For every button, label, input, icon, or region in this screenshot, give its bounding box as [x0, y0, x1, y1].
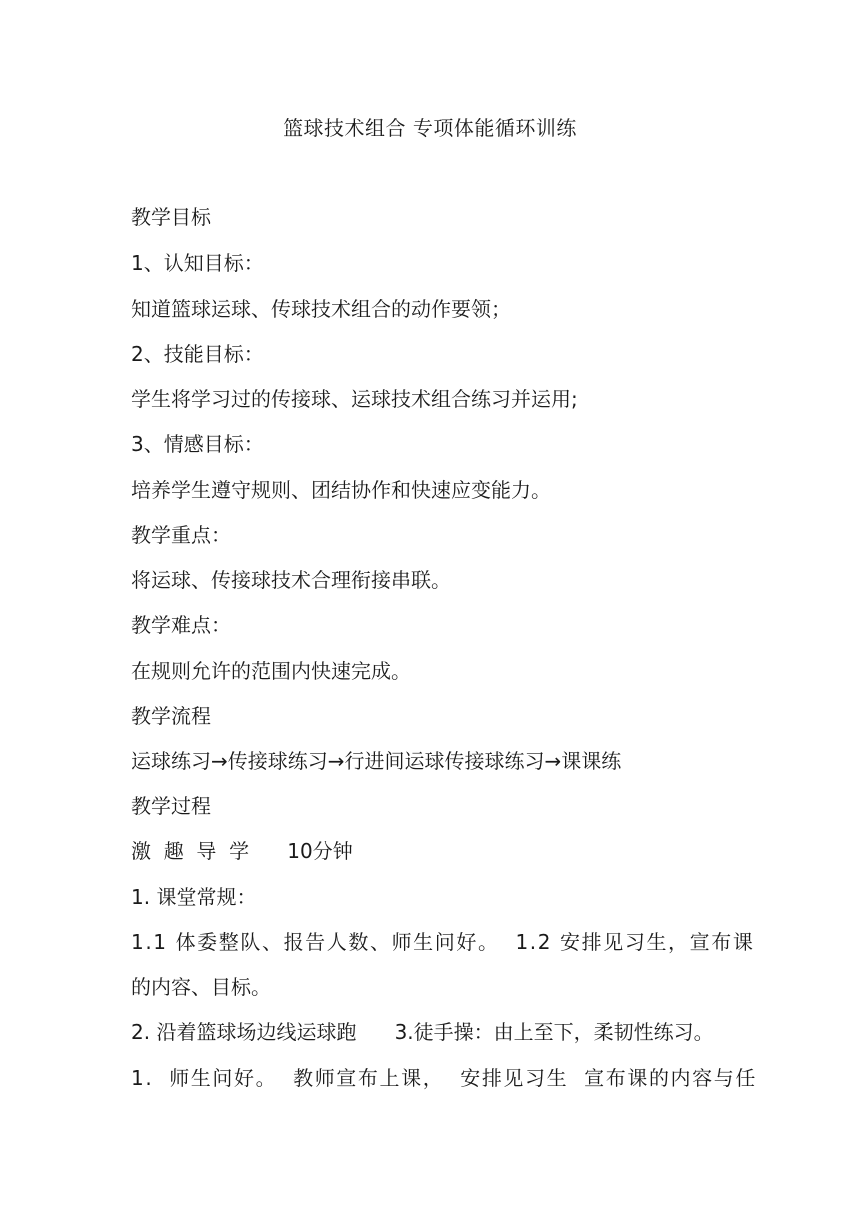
skill-goal-label: 2、技能目标：	[131, 342, 264, 366]
emotional-goal-label: 3、情感目标：	[131, 432, 264, 456]
class-routine-item-1: 1.1 体委整队、报告人数、师生问好。 1.2 安排见习生，宣布课	[131, 930, 755, 954]
class-routine-item-3: 1. 师生问好。 教师宣布上课， 安排见习生 宣布课的内容与任	[131, 1066, 757, 1090]
difficulties-text: 在规则允许的范围内快速完成。	[131, 659, 411, 683]
class-routine-item-1-cont: 的内容、目标。	[131, 975, 271, 999]
teaching-flow-text: 运球练习→传接球练习→行进间运球传接球练习→课课练	[131, 749, 622, 773]
warmup-section-heading: 激 趣 导 学 10分钟	[131, 839, 353, 863]
key-points-text: 将运球、传接球技术合理衔接串联。	[131, 568, 451, 592]
document-title: 篮球技术组合 专项体能循环训练	[283, 116, 577, 140]
cognitive-goal-label: 1、认知目标：	[131, 251, 264, 275]
cognitive-goal-text: 知道篮球运球、传球技术组合的动作要领；	[131, 297, 511, 321]
heading-teaching-flow: 教学流程	[131, 704, 211, 728]
heading-difficulties: 教学难点：	[131, 613, 231, 637]
class-routine-item-2: 2. 沿着篮球场边线运球跑 3.徒手操：由上至下，柔韧性练习。	[131, 1020, 714, 1044]
emotional-goal-text: 培养学生遵守规则、团结协作和快速应变能力。	[131, 478, 551, 502]
heading-teaching-goals: 教学目标	[131, 205, 211, 229]
heading-teaching-process: 教学过程	[131, 794, 211, 818]
heading-key-points: 教学重点：	[131, 523, 231, 547]
class-routine-heading: 1. 课堂常规：	[131, 885, 257, 909]
skill-goal-text: 学生将学习过的传接球、运球技术组合练习并运用;	[131, 387, 578, 411]
